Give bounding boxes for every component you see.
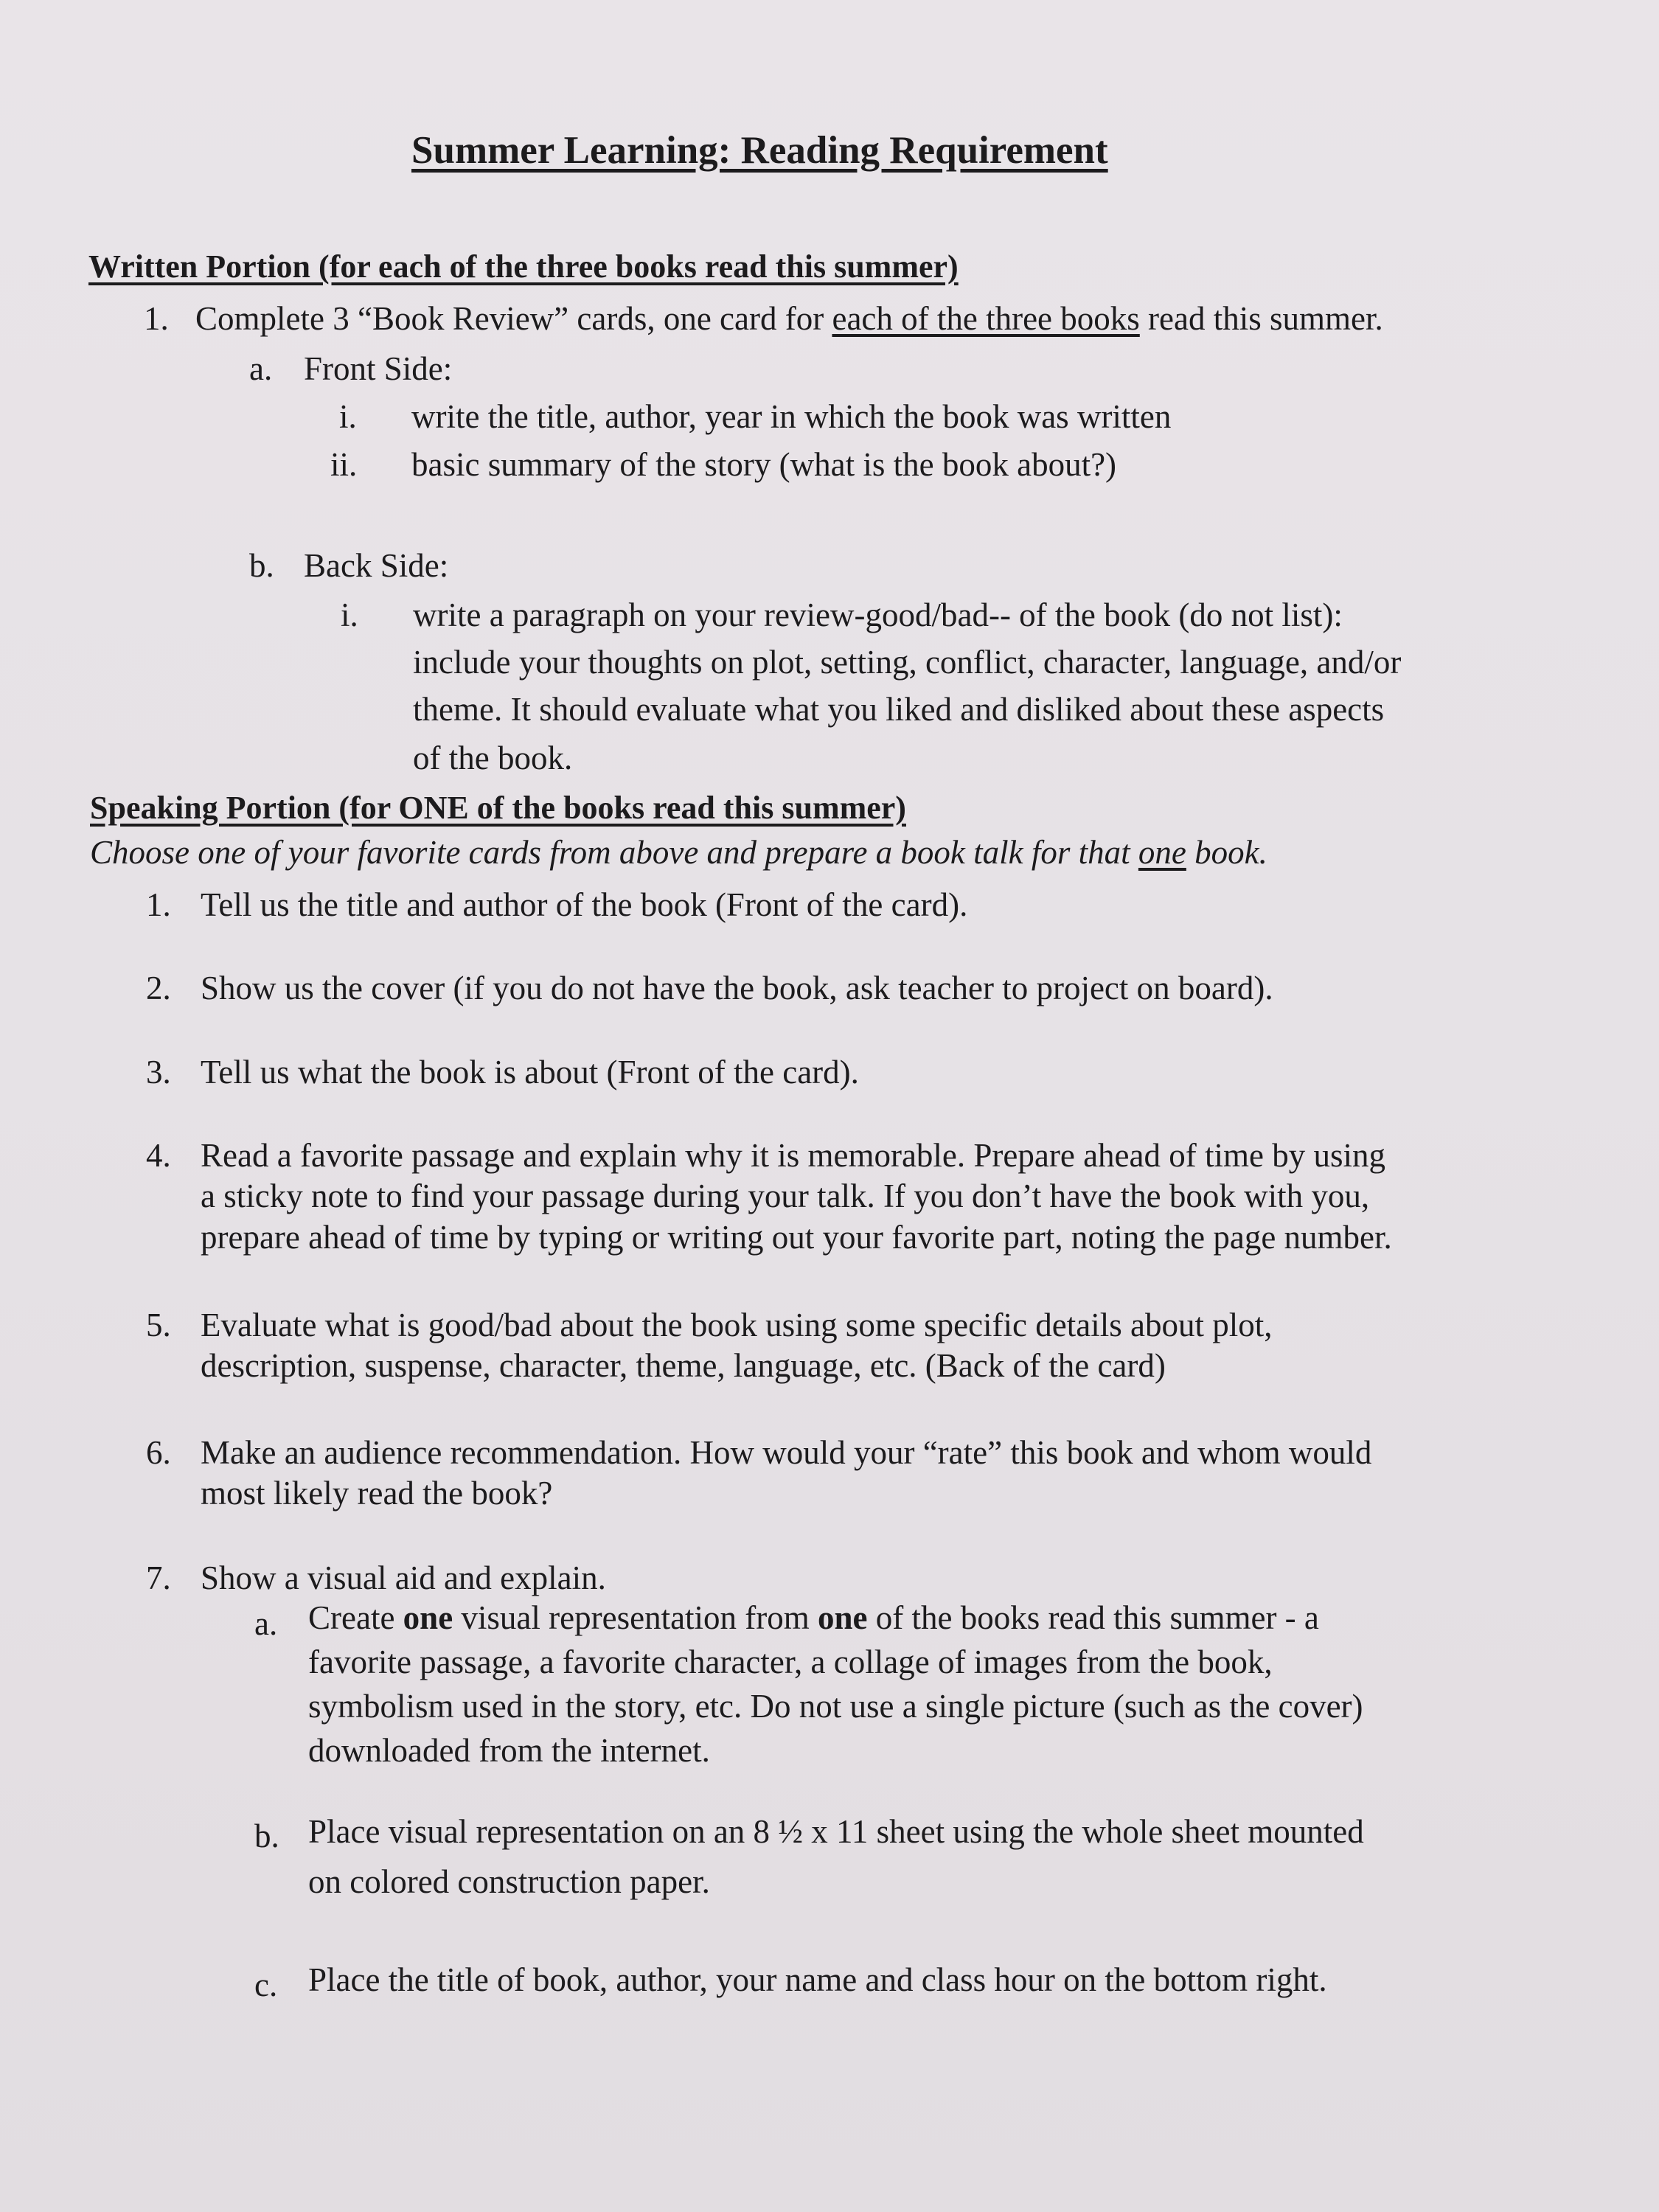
visual-aid-a-letter: a. [254,1605,278,1642]
speaking-portion-heading: Speaking Portion (for ONE of the books read this summer) [90,790,906,826]
visual-aid-a-line-1 [308,1601,1319,1635]
front-item-1-number: i. [339,398,357,435]
visual-aid-c-line-1: Place the title of book, author, your name and class hour on the bottom right. [308,1961,1327,1998]
written-item-1-text [195,302,1383,335]
speaking-item-4-line-1: Read a favorite passage and explain why it is memorable. Prepare ahead of time by using [201,1137,1385,1174]
speaking-intro-post: book. [1186,834,1267,871]
visual-aid-a-line-4: downloaded from the internet. [308,1732,710,1769]
written-item-1-underlined: each of the three books [832,300,1140,337]
back-item-line-4: of the book. [413,740,573,776]
speaking-item-2-number: 2. [146,970,171,1006]
visual-aid-a-bold-2: one [818,1599,868,1636]
visual-aid-c-letter: c. [254,1966,278,2003]
speaking-intro-underlined: one [1138,834,1186,871]
speaking-intro-pre: Choose one of your favorite cards from above and prepare a book talk for that [90,834,1138,871]
speaking-item-5-line-2: description, suspense, character, theme, language, etc. (Back of the card) [201,1347,1166,1384]
speaking-item-6-line-1: Make an audience recommendation. How would your “rate” this book and whom would [201,1434,1372,1471]
speaking-item-2-text: Show us the cover (if you do not have the book, ask teacher to project on board). [201,970,1273,1006]
speaking-item-5-number: 5. [146,1307,171,1343]
speaking-item-7-number: 7. [146,1559,171,1596]
page-title: Summer Learning: Reading Requirement [411,129,1108,172]
front-side-label: Front Side: [304,350,453,387]
speaking-item-1-number: 1. [146,886,171,923]
speaking-item-4-line-2: a sticky note to find your passage during your talk. If you don’t have the book with you, [201,1178,1370,1214]
visual-aid-b-line-1: Place visual representation on an 8 ½ x 11 sheet using the whole sheet mounted [308,1813,1364,1850]
front-side-letter: a. [249,350,273,387]
visual-aid-a-p2: visual representation from [453,1599,818,1636]
written-item-1-number: 1. [144,300,169,337]
speaking-item-6-number: 6. [146,1434,171,1471]
front-item-2-number: ii. [330,446,358,483]
speaking-intro [90,836,1267,869]
back-item-line-2: include your thoughts on plot, setting, conflict, character, language, and/or [413,644,1402,681]
speaking-item-6-line-2: most likely read the book? [201,1475,553,1512]
front-item-2-text: basic summary of the story (what is the book about?) [411,446,1117,483]
speaking-item-4-line-3: prepare ahead of time by typing or writing out your favorite part, noting the page number. [201,1219,1392,1256]
visual-aid-b-line-2: on colored construction paper. [308,1863,710,1900]
back-item-line-1: write a paragraph on your review-good/bad-- of the book (do not list): [413,597,1343,633]
speaking-item-3-number: 3. [146,1054,171,1091]
written-item-1-post: read this summer. [1139,300,1383,337]
visual-aid-b-letter: b. [254,1818,279,1854]
back-side-letter: b. [249,547,274,584]
visual-aid-a-p1: Create [308,1599,403,1636]
front-item-1-text: write the title, author, year in which the book was written [411,398,1172,435]
written-portion-heading: Written Portion (for each of the three books read this summer) [88,248,959,285]
speaking-item-4-number: 4. [146,1137,171,1174]
back-side-label: Back Side: [304,547,449,584]
speaking-item-3-text: Tell us what the book is about (Front of the card). [201,1054,859,1091]
written-item-1-pre: Complete 3 “Book Review” cards, one card for [195,300,832,337]
speaking-item-5-line-1: Evaluate what is good/bad about the book using some specific details about plot, [201,1307,1273,1343]
speaking-item-1-text: Tell us the title and author of the book (Front of the card). [201,886,968,923]
visual-aid-a-p3: of the books read this summer - a [867,1599,1319,1636]
visual-aid-a-line-2: favorite passage, a favorite character, a collage of images from the book, [308,1644,1273,1680]
back-item-line-3: theme. It should evaluate what you liked and disliked about these aspects [413,691,1385,728]
visual-aid-a-bold-1: one [403,1599,453,1636]
speaking-item-7-text: Show a visual aid and explain. [201,1559,606,1596]
visual-aid-a-line-3: symbolism used in the story, etc. Do not use a single picture (such as the cover) [308,1688,1363,1725]
back-item-number: i. [341,597,358,633]
